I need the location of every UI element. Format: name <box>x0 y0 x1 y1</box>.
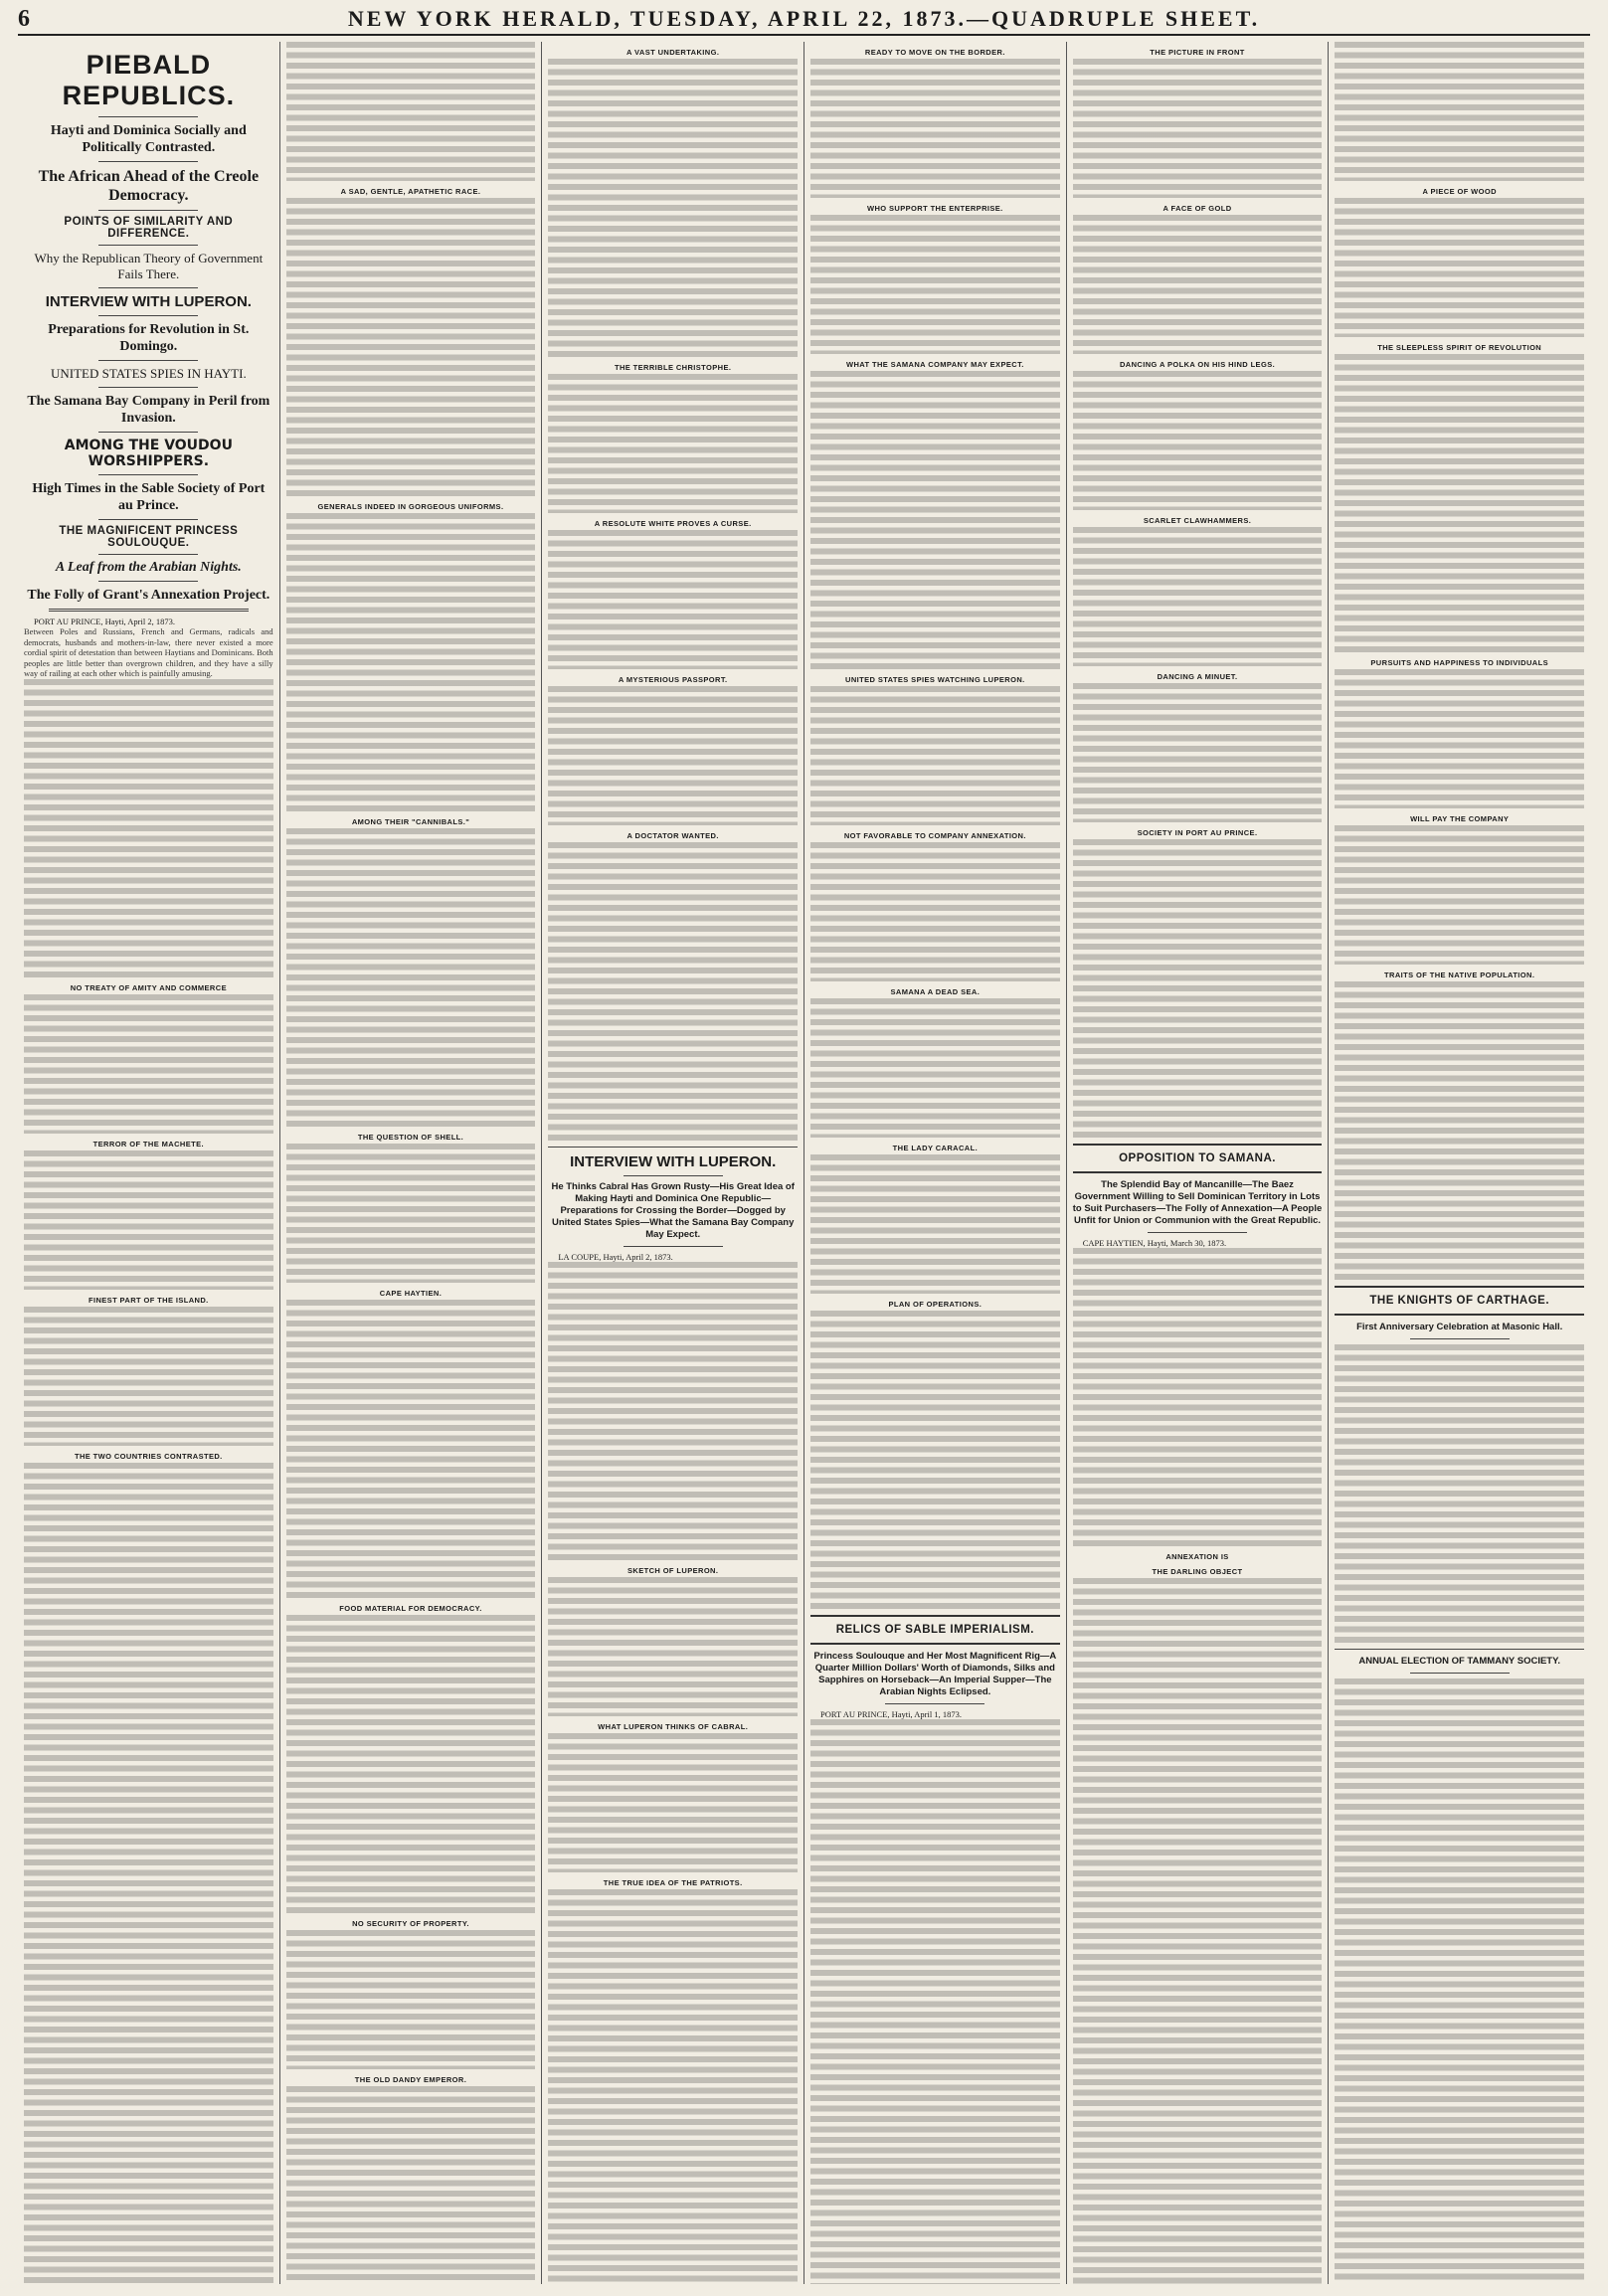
article-text-block <box>24 1463 273 2284</box>
article-text-block <box>548 374 798 513</box>
section-dateline: PORT AU PRINCE, Hayti, April 1, 1873. <box>820 1709 962 1719</box>
article-text-block <box>286 198 536 496</box>
deck-line-13: The Folly of Grant's Annexation Project. <box>27 588 270 603</box>
subhead: A MYSTERIOUS PASSPORT. <box>618 675 728 684</box>
article-text-block <box>810 371 1060 669</box>
section-dateline: LA COUPE, Hayti, April 2, 1873. <box>558 1252 673 1262</box>
column-6 <box>1328 42 1590 2284</box>
subhead: DANCING A POLKA ON HIS HIND LEGS. <box>1119 360 1276 369</box>
subhead: THE PICTURE IN FRONT <box>1150 48 1245 57</box>
column-2 <box>279 42 542 2284</box>
subhead: THE OLD DANDY EMPEROR. <box>354 2075 467 2084</box>
article-dateline: PORT AU PRINCE, Hayti, April 2, 1873. <box>34 617 175 626</box>
section-deck: First Anniversary Celebration at Masonic Hall. <box>1356 1322 1563 1332</box>
deck-line-5: INTERVIEW WITH LUPERON. <box>45 293 252 310</box>
article-text-block <box>24 1150 273 1290</box>
deck-line-3: POINTS OF SIMILARITY AND DIFFERENCE. <box>64 216 234 240</box>
column-1 <box>18 42 279 2284</box>
article-text-block <box>1073 527 1323 666</box>
article-text-block <box>286 1615 536 1913</box>
deck-line-7: UNITED STATES SPIES IN HAYTI. <box>50 366 247 381</box>
article-text-block <box>548 59 798 357</box>
article-text-block <box>1073 839 1323 1138</box>
article-text-block <box>810 1154 1060 1294</box>
article-text-block <box>810 998 1060 1138</box>
article-text-block <box>548 1262 798 1560</box>
article-text-block <box>1335 981 1584 1280</box>
section-deck: He Thinks Cabral Has Grown Rusty—His Great Idea of Making Hayti and Dominica One Republic—Preparations for Crossing the Border—Dogged by United States Spies—What the Samana Bay Company May Expect. <box>551 1181 795 1240</box>
subhead: THE TRUE IDEA OF THE PATRIOTS. <box>603 1878 743 1887</box>
subhead: SOCIETY IN PORT AU PRINCE. <box>1137 828 1258 837</box>
article-text-block <box>24 679 273 977</box>
columns <box>18 42 1590 2284</box>
article-text-block <box>810 1719 1060 2284</box>
subhead: TERROR OF THE MACHETE. <box>92 1139 204 1148</box>
deck-line-1: Hayti and Dominica Socially and Politically Contrasted. <box>50 123 247 155</box>
article-text-block <box>286 828 536 1127</box>
article-text-block <box>810 686 1060 825</box>
deck-line-8: The Samana Bay Company in Peril from Invasion. <box>27 394 270 426</box>
main-headline: PIEBALD REPUBLICS. <box>62 50 236 110</box>
section-dateline: CAPE HAYTIEN, Hayti, March 30, 1873. <box>1082 1238 1227 1248</box>
masthead-title: NEW YORK HERALD, TUESDAY, APRIL 22, 1873.—QUADRUPLE SHEET. <box>347 6 1261 31</box>
column-3 <box>541 42 804 2284</box>
article-text-block <box>1073 1578 1323 2284</box>
subhead: WHAT LUPERON THINKS OF CABRAL. <box>598 1722 749 1731</box>
deck-line-4: Why the Republican Theory of Government Fails There. <box>34 251 264 281</box>
subhead: FINEST PART OF THE ISLAND. <box>88 1295 209 1305</box>
article-text-block <box>286 2086 536 2284</box>
article-text-block <box>548 1889 798 2284</box>
article-text-block <box>1335 669 1584 808</box>
section-headline: ANNUAL ELECTION OF TAMMANY SOCIETY. <box>1358 1656 1561 1667</box>
article-text-block <box>1073 371 1323 510</box>
subhead: AMONG THEIR "CANNIBALS." <box>351 817 470 826</box>
subhead: UNITED STATES SPIES WATCHING LUPERON. <box>845 675 1025 684</box>
section-deck: Princess Soulouque and Her Most Magnificent Rig—A Quarter Million Dollars' Worth of Diamonds, Silks and Sapphires on Horseback—An Imperial Supper—The Arabian Nights Eclipsed. <box>813 1651 1057 1697</box>
deck-line-2: The African Ahead of the Creole Democracy. <box>38 168 260 204</box>
article-text-block <box>286 1144 536 1283</box>
column-4 <box>804 42 1066 2284</box>
subhead: THE TWO COUNTRIES CONTRASTED. <box>74 1451 223 1461</box>
article-text-block <box>1335 1344 1584 1643</box>
subhead: THE SLEEPLESS SPIRIT OF REVOLUTION <box>1377 343 1542 352</box>
subhead: CAPE HAYTIEN. <box>379 1289 443 1298</box>
subhead: NOT FAVORABLE TO COMPANY ANNEXATION. <box>843 831 1026 840</box>
article-text-block <box>810 215 1060 354</box>
article-text-block <box>286 42 536 181</box>
subhead: ANNEXATION IS <box>1165 1552 1229 1561</box>
article-text-block <box>24 994 273 1134</box>
deck-line-11: THE MAGNIFICENT PRINCESS SOULOUQUE. <box>59 525 239 549</box>
article-text-block <box>286 513 536 811</box>
subhead: READY TO MOVE ON THE BORDER. <box>864 48 1005 57</box>
deck-line-6: Preparations for Revolution in St. Domingo. <box>48 322 250 354</box>
article-text-block <box>1335 1678 1584 2284</box>
subhead: WHAT THE SAMANA COMPANY MAY EXPECT. <box>845 360 1024 369</box>
subhead: THE LADY CARACAL. <box>892 1144 979 1152</box>
article-text-block <box>1073 59 1323 198</box>
subhead: PURSUITS AND HAPPINESS TO INDIVIDUALS <box>1370 658 1548 667</box>
article-text-block <box>1073 683 1323 822</box>
deck-line-10: High Times in the Sable Society of Port au Prince. <box>32 481 266 513</box>
subhead: SCARLET CLAWHAMMERS. <box>1143 516 1252 525</box>
article-text-block <box>1335 42 1584 181</box>
article-text-block <box>286 1930 536 2069</box>
subhead: A VAST UNDERTAKING. <box>626 48 720 57</box>
article-text-block <box>548 686 798 825</box>
subhead: A FACE OF GOLD <box>1162 204 1232 213</box>
subhead: SAMANA A DEAD SEA. <box>890 987 981 996</box>
column-5 <box>1066 42 1329 2284</box>
article-text-block <box>1073 1248 1323 1546</box>
subhead: WILL PAY THE COMPANY <box>1410 814 1510 823</box>
section-headline: RELICS OF SABLE IMPERIALISM. <box>835 1624 1034 1636</box>
page-number: 6 <box>18 5 30 32</box>
article-text-block <box>548 1577 798 1716</box>
masthead <box>18 4 1590 36</box>
section-headline: THE KNIGHTS OF CARTHAGE. <box>1369 1295 1550 1307</box>
article-text-block <box>1335 825 1584 965</box>
section-headline: INTERVIEW WITH LUPERON. <box>570 1153 777 1170</box>
section-headline: OPPOSITION TO SAMANA. <box>1119 1152 1276 1164</box>
article-text-block <box>548 1733 798 1872</box>
article-text-block <box>286 1300 536 1598</box>
subhead: TRAITS OF THE NATIVE POPULATION. <box>1384 971 1535 979</box>
article-text-block <box>810 59 1060 198</box>
article-text-block <box>548 842 798 1141</box>
subhead: DANCING A MINUET. <box>1157 672 1238 681</box>
article-text-block <box>810 1311 1060 1609</box>
section-deck: The Splendid Bay of Mancanille—The Baez Government Willing to Sell Dominican Territory in Lots to Suit Purchasers—The Folly of Annexation—A People Unfit for Union or Communion with the Great Republic. <box>1072 1179 1323 1226</box>
article-text-block <box>24 1307 273 1446</box>
subhead: PLAN OF OPERATIONS. <box>888 1300 983 1309</box>
deck-line-12: A Leaf from the Arabian Nights. <box>55 560 242 575</box>
article-text-block <box>1073 215 1323 354</box>
subhead: THE DARLING OBJECT <box>1152 1567 1243 1576</box>
subhead: NO TREATY OF AMITY AND COMMERCE <box>70 982 227 992</box>
subhead: A SAD, GENTLE, APATHETIC RACE. <box>340 187 481 196</box>
article-text-block <box>1335 354 1584 652</box>
subhead: NO SECURITY OF PROPERTY. <box>352 1919 469 1928</box>
article-text-block <box>1335 198 1584 337</box>
subhead: A RESOLUTE WHITE PROVES A CURSE. <box>594 519 752 528</box>
subhead: SKETCH OF LUPERON. <box>626 1566 719 1575</box>
subhead: A PIECE OF WOOD <box>1422 187 1497 196</box>
article-paragraph: Between Poles and Russians, French and Germans, radicals and democrats, husbands and mothers-in-law, there never existed a more cordial spirit of detestation than between Haytians and Dominicans. Both peoples are little better than overgrown children, and they have a silly way of railing at each other which is painfully amusing. <box>24 626 273 679</box>
subhead: THE TERRIBLE CHRISTOPHE. <box>614 363 732 372</box>
subhead: WHO SUPPORT THE ENTERPRISE. <box>867 204 1003 213</box>
deck-line-9: AMONG THE VOUDOU WORSHIPPERS. <box>64 438 233 469</box>
article-text-block <box>548 530 798 669</box>
subhead: GENERALS INDEED IN GORGEOUS UNIFORMS. <box>317 502 504 511</box>
subhead: A DOCTATOR WANTED. <box>626 831 719 840</box>
subhead: THE QUESTION OF SHELL. <box>357 1133 464 1142</box>
article-text-block <box>810 842 1060 981</box>
subhead: FOOD MATERIAL FOR DEMOCRACY. <box>339 1604 482 1613</box>
